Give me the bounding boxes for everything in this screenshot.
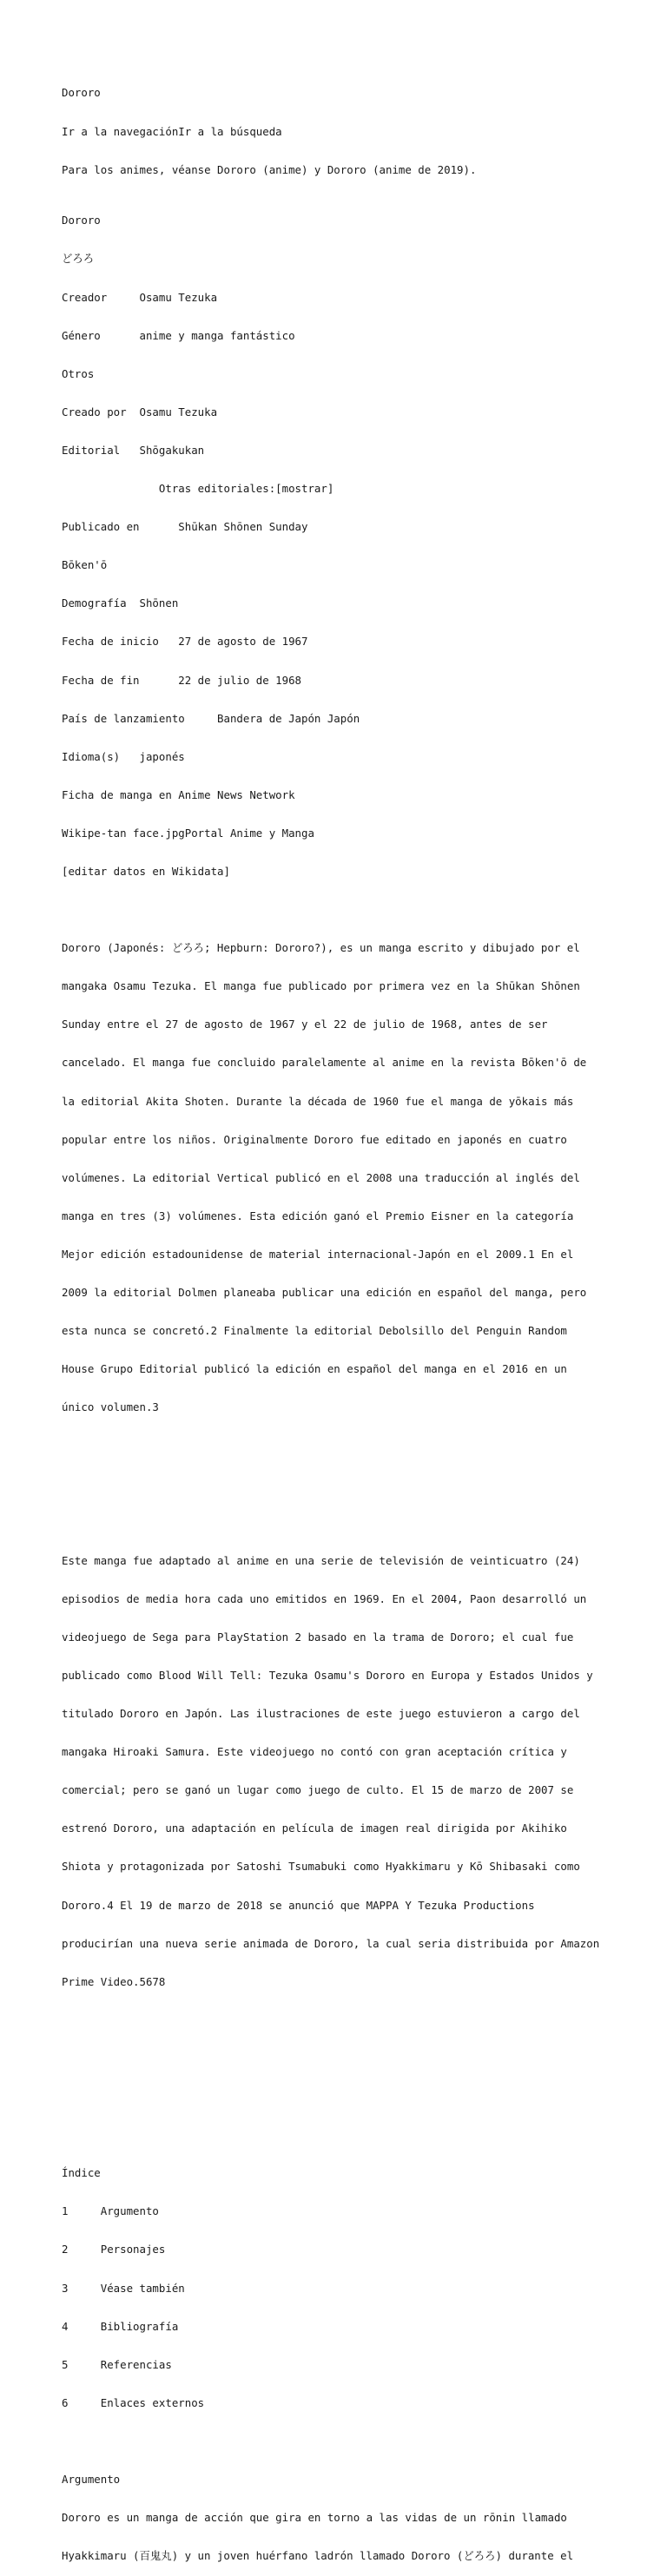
table-of-contents: [62, 2142, 635, 2435]
navigation-links[interactable]: Ir a la navegaciónIr a la búsqueda: [62, 124, 282, 138]
paragraph-line: House Grupo Editorial publicó la edición en español del manga en el 2016 en un: [62, 1362, 567, 1376]
paragraph-line: esta nunca se concretó.2 Finalmente la editorial Debolsillo del Penguin Random: [62, 1324, 567, 1338]
section-heading-argumento: Argumento: [62, 2473, 121, 2487]
paragraph-line: la editorial Akita Shoten. Durante la década de 1960 fue el manga de yōkais más: [62, 1094, 574, 1108]
infobox-row-creator[interactable]: Creador Osamu Tezuka: [62, 290, 218, 304]
infobox-row-portal-link[interactable]: Wikipe-tan face.jpgPortal Anime y Manga: [62, 826, 314, 840]
paragraph-gap: [62, 2052, 635, 2065]
paragraph-line: 2009 la editorial Dolmen planeaba publicar una edición en español del manga, pero: [62, 1286, 587, 1300]
paragraph-line: estrenó Dororo, una adaptación en película de imagen real dirigida por Akihiko: [62, 1822, 567, 1835]
toc-item-vease-tambien[interactable]: 3 Véase también: [62, 2281, 185, 2295]
paragraph-line: Este manga fue adaptado al anime en una serie de televisión de veinticuatro (24): [62, 1553, 580, 1567]
paragraph-line: Sunday entre el 27 de agosto de 1967 y el 22 de julio de 1968, antes de ser: [62, 1018, 548, 1031]
paragraph-line: episodios de media hora cada uno emitidos en 1969. En el 2004, Paon desarrolló un: [62, 1591, 587, 1605]
infobox-row-genre[interactable]: Género anime y manga fantástico: [62, 328, 295, 342]
intro-paragraph: [62, 917, 635, 1440]
disambiguation-note[interactable]: Para los animes, véanse Dororo (anime) y Dororo (anime de 2019).: [62, 162, 477, 176]
infobox-row-published-in[interactable]: Publicado en Shūkan Shōnen Sunday: [62, 520, 308, 534]
infobox-row-boken[interactable]: Bōken'ō: [62, 558, 108, 572]
page-title: Dororo: [62, 86, 101, 100]
infobox-row-publisher[interactable]: Editorial Shōgakukan: [62, 443, 205, 457]
infobox-row-demographic[interactable]: Demografía Shōnen: [62, 596, 179, 610]
adaptations-paragraph: [62, 1529, 635, 2014]
paragraph-line: Dororo (Japonés: どろろ; Hepburn: Dororo?), es un manga escrito y dibujado por el: [62, 941, 580, 955]
infobox-title: Dororo: [62, 214, 101, 227]
paragraph-line: Shiota y protagonizada por Satoshi Tsumabuki como Hyakkimaru y Kō Shibasaki como: [62, 1860, 580, 1874]
paragraph-line: Mejor edición estadounidense de material internacional-Japón en el 2009.1 En el: [62, 1247, 574, 1261]
toc-title: Índice: [62, 2166, 101, 2180]
paragraph-line: videojuego de Sega para PlayStation 2 basado en la trama de Dororo; el cual fue: [62, 1630, 574, 1644]
paragraph-line: Dororo es un manga de acción que gira en torno a las vidas de un rōnin llamado: [62, 2511, 567, 2525]
toc-item-personajes[interactable]: 2 Personajes: [62, 2243, 166, 2256]
infobox-row-ann-link[interactable]: Ficha de manga en Anime News Network: [62, 787, 295, 801]
infobox-row-other-publishers[interactable]: Otras editoriales:[mostrar]: [62, 482, 334, 496]
paragraph-line: publicado como Blood Will Tell: Tezuka Osamu's Dororo en Europa y Estados Unidos y: [62, 1669, 593, 1682]
paragraph-gap: [62, 1479, 635, 1492]
document-page: [62, 62, 635, 2576]
infobox-native-title: どろろ: [62, 252, 95, 266]
infobox-row-others: Otros: [62, 366, 95, 380]
paragraph-line: Hyakkimaru (百鬼丸) y un joven huérfano ladrón llamado Dororo (どろろ) durante el: [62, 2549, 574, 2563]
paragraph-gap: [62, 2091, 635, 2104]
toc-item-enlaces-externos[interactable]: 6 Enlaces externos: [62, 2395, 205, 2409]
toc-item-bibliografia[interactable]: 4 Bibliografía: [62, 2319, 179, 2333]
paragraph-line: volúmenes. La editorial Vertical publicó en el 2008 una traducción al inglés del: [62, 1170, 580, 1184]
paragraph-line: titulado Dororo en Japón. Las ilustraciones de este juego estuvieron a cargo del: [62, 1707, 580, 1721]
paragraph-line: Prime Video.5678: [62, 1974, 166, 1988]
infobox-row-country[interactable]: País de lanzamiento Bandera de Japón Japón: [62, 711, 360, 725]
infobox-row-end-date: Fecha de fin 22 de julio de 1968: [62, 673, 302, 687]
infobox-row-wikidata-link[interactable]: [editar datos en Wikidata]: [62, 864, 230, 878]
infobox-row-language[interactable]: Idioma(s) japonés: [62, 749, 185, 763]
paragraph-line: único volumen.3: [62, 1400, 159, 1414]
paragraph-line: mangaka Osamu Tezuka. El manga fue publicado por primera vez en la Shūkan Shōnen: [62, 979, 580, 993]
toc-item-argumento[interactable]: 1 Argumento: [62, 2204, 159, 2218]
paragraph-line: Dororo.4 El 19 de marzo de 2018 se anunció que MAPPA Y Tezuka Productions: [62, 1898, 535, 1912]
infobox-row-created-by[interactable]: Creado por Osamu Tezuka: [62, 405, 218, 418]
paragraph-line: comercial; pero se ganó un lugar como juego de culto. El 15 de marzo de 2007 se: [62, 1783, 574, 1797]
paragraph-line: cancelado. El manga fue concluido paralelamente al anime en la revista Bōken'ō de: [62, 1056, 587, 1070]
paragraph-line: mangaka Hiroaki Samura. Este videojuego no contó con gran aceptación crítica y: [62, 1745, 567, 1759]
paragraph-line: manga en tres (3) volúmenes. Esta edición ganó el Premio Eisner en la categoría: [62, 1209, 574, 1222]
paragraph-line: producirían una nueva serie animada de Dororo, la cual seria distribuida por Amazon: [62, 1936, 600, 1950]
paragraph-line: popular entre los niños. Originalmente Dororo fue editado en japonés en cuatro: [62, 1132, 567, 1146]
toc-item-referencias[interactable]: 5 Referencias: [62, 2357, 172, 2371]
infobox-row-start-date: Fecha de inicio 27 de agosto de 1967: [62, 635, 308, 649]
